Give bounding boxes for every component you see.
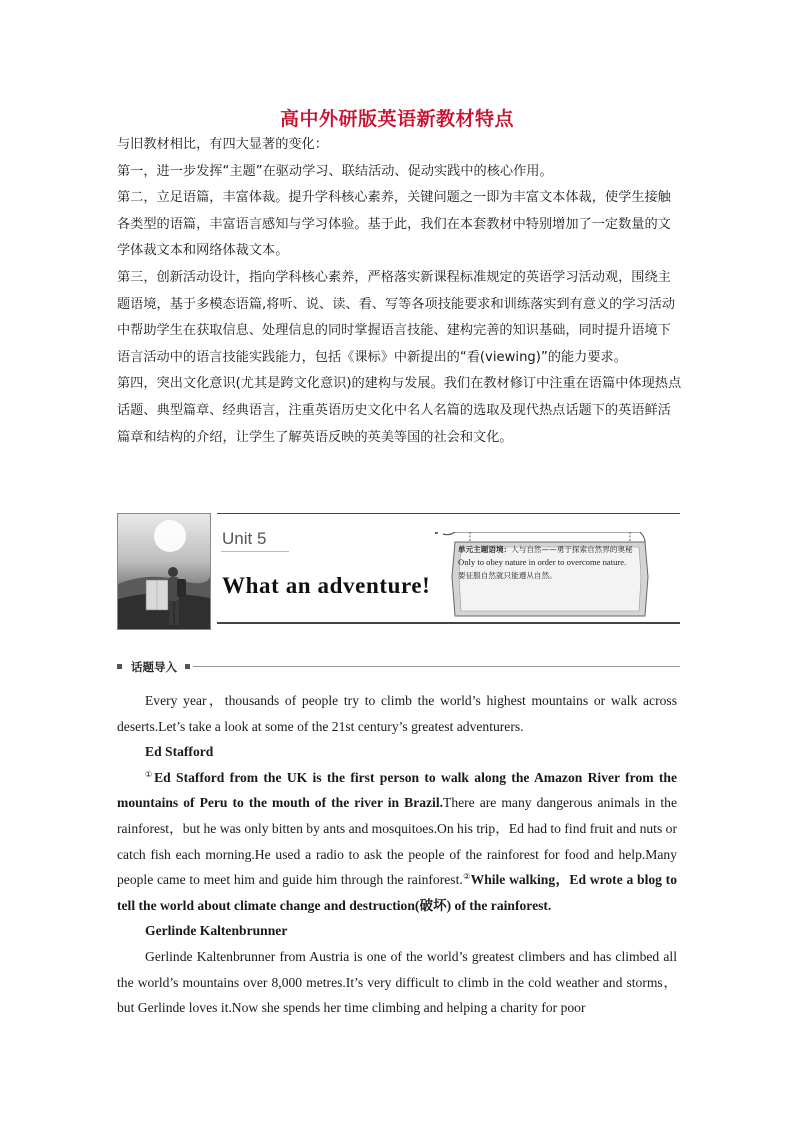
sign-theme-value: 人与自然——勇于探索自然界的奥秘: [511, 545, 633, 554]
intro-line-1: 第一，进一步发挥“主题”在驱动学习、联结活动、促动实践中的核心作用。: [117, 163, 553, 179]
marker-1: ①: [145, 769, 155, 779]
sign-text: [458, 543, 648, 583]
marker-2: ②: [462, 872, 471, 882]
reading-paragraph-3: Gerlinde Kaltenbrunner from Austria is one of the world’s greatest climbers and has climbed all the world’s mountains over 8,000 metres.It’s very difficult to climb in the cold weather and storms，but Gerlinde loves it.Now she spends her time climbing and helping a charity for poor: [117, 948, 677, 1016]
key-sentence-2: While walking，Ed wrote a blog to tell the world about climate change and destruction(破坏) of the rainforest.: [117, 872, 677, 913]
hiker-photo: [117, 513, 211, 630]
intro-section: [117, 132, 682, 451]
intro-line-2: 第二，立足语篇，丰富体裁。提升学科核心素养，关键问题之一即为丰富文本体裁，使学生接触各类型的语篇，丰富语言感知与学习体验。基于此，我们在本套教材中特别增加了一定数量的文学体裁文本和网络体裁文本。: [117, 190, 671, 259]
adventurer-name-1: Ed Stafford: [145, 744, 214, 760]
sign-theme-key: 单元主题语境：: [458, 545, 512, 554]
sign-chinese: 要征服自然就只能遵从自然。: [458, 571, 557, 581]
adventurer-name-2: Gerlinde Kaltenbrunner: [145, 923, 288, 939]
intro-line-4: 第四，突出文化意识(尤其是跨文化意识)的建构与发展。我们在教材修订中注重在语篇中体现热点话题、典型篇章、经典语言，注重英语历史文化中名人名篇的选取及现代热点话题下的英语鲜活篇章和结构的介绍，让学生了解英语反映的英美等国的社会和文化。: [117, 376, 682, 445]
unit-title: What an adventure!: [222, 573, 431, 598]
sign-english: Only to obey nature in order to overcome nature.: [458, 557, 627, 568]
unit-banner: [117, 505, 680, 630]
section-heading-label: 话题导入: [131, 660, 177, 674]
section-heading-rule: [193, 666, 680, 667]
unit-underline: [221, 551, 289, 552]
reading-paragraph-1: Every year，thousands of people try to climb the world’s highest mountains or walk across deserts.Let’s take a look at some of the 21st century’s greatest adventurers.: [117, 693, 677, 734]
reading-passage: [117, 688, 677, 1021]
banner-top-line: [217, 513, 680, 514]
intro-line-3: 第三，创新活动设计，指向学科核心素养，严格落实新课程标准规定的英语学习活动观，围绕主题语境，基于多模态语篇,将听、说、读、看、写等各项技能要求和训练落实到有意义的学习活动中帮助学生在获取信息、处理信息的同时掌握语言技能、建构完善的知识基础，同时提升语境下语言活动中的语言技能实践能力，包括《课标》中新提出的“看(viewing)”的能力要求。: [117, 269, 676, 365]
reading-paragraph-2: [117, 765, 677, 919]
intro-line-0: 与旧教材相比，有四大显著的变化：: [117, 137, 328, 152]
key-sentence-1: Ed Stafford from the UK is the first person to walk along the Amazon River from the mountains of Peru to the mouth of the river in Brazil.: [117, 769, 677, 811]
reading-paragraph-2-body: There are many dangerous animals in the rainforest，but he was only bitten by ants and mosquitoes.On his trip，Ed had to find fruit and nuts or catch fish each morning.He used a radio to ask the people of the rainforest for food and help.Many people came to meet him and guide him through the rainforest.: [117, 795, 677, 888]
bullet-square-icon: [117, 664, 122, 669]
sign-theme-line: [458, 543, 648, 556]
unit-label: Unit 5: [222, 529, 267, 548]
document-title: 高中外研版英语新教材特点: [279, 108, 514, 130]
banner-bottom-line: [217, 622, 680, 624]
bullet-square-icon: [185, 664, 190, 669]
section-heading: [117, 659, 680, 675]
